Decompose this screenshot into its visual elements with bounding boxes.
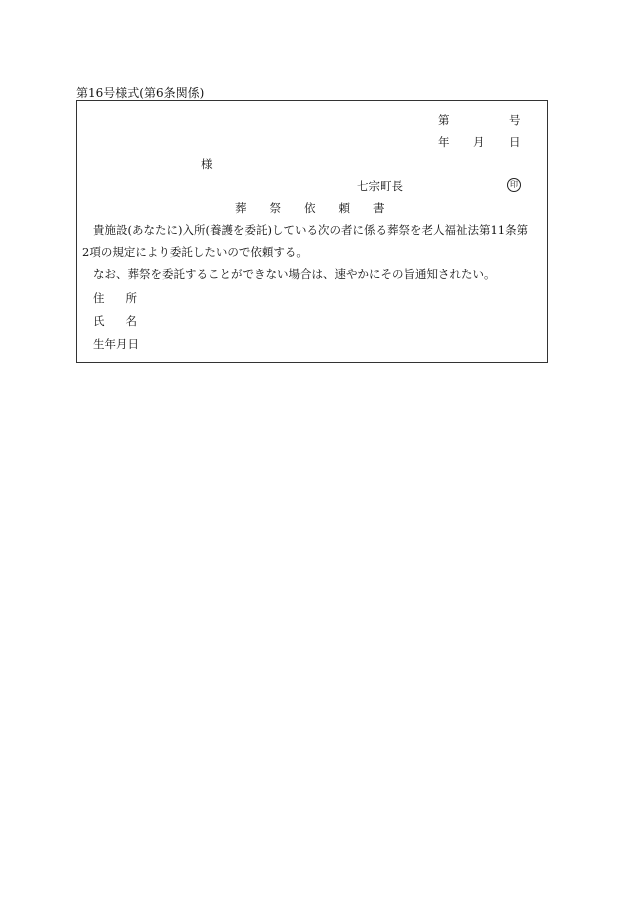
document-number-prefix: 第 xyxy=(438,113,450,127)
field-name-label: 氏名 xyxy=(93,314,158,328)
seal-icon: 印 xyxy=(507,178,521,192)
date-day-label: 日 xyxy=(509,135,521,149)
request-form xyxy=(76,100,548,363)
date-month-label: 月 xyxy=(473,135,485,149)
field-address-label: 住所 xyxy=(93,291,158,305)
body-paragraph-line-2: 2項の規定により委託したいので依頼する。 xyxy=(82,245,308,259)
issuer-mayor: 七宗町長 xyxy=(357,179,403,193)
document-number-suffix: 号 xyxy=(509,113,521,127)
field-birth-date-label: 生年月日 xyxy=(93,337,139,351)
recipient-honorific: 様 xyxy=(201,157,213,171)
form-number-label: 第16号様式(第6条関係) xyxy=(76,86,205,100)
date-year-label: 年 xyxy=(438,135,450,149)
body-paragraph-line-3: なお、葬祭を委託することができない場合は、速やかにその旨通知されたい。 xyxy=(93,267,496,281)
body-paragraph-line-1: 貴施設(あなたに)入所(養護を委託)している次の者に係る葬祭を老人福祉法第11条第 xyxy=(93,223,529,237)
document-title: 葬祭依頼書 xyxy=(235,201,408,215)
